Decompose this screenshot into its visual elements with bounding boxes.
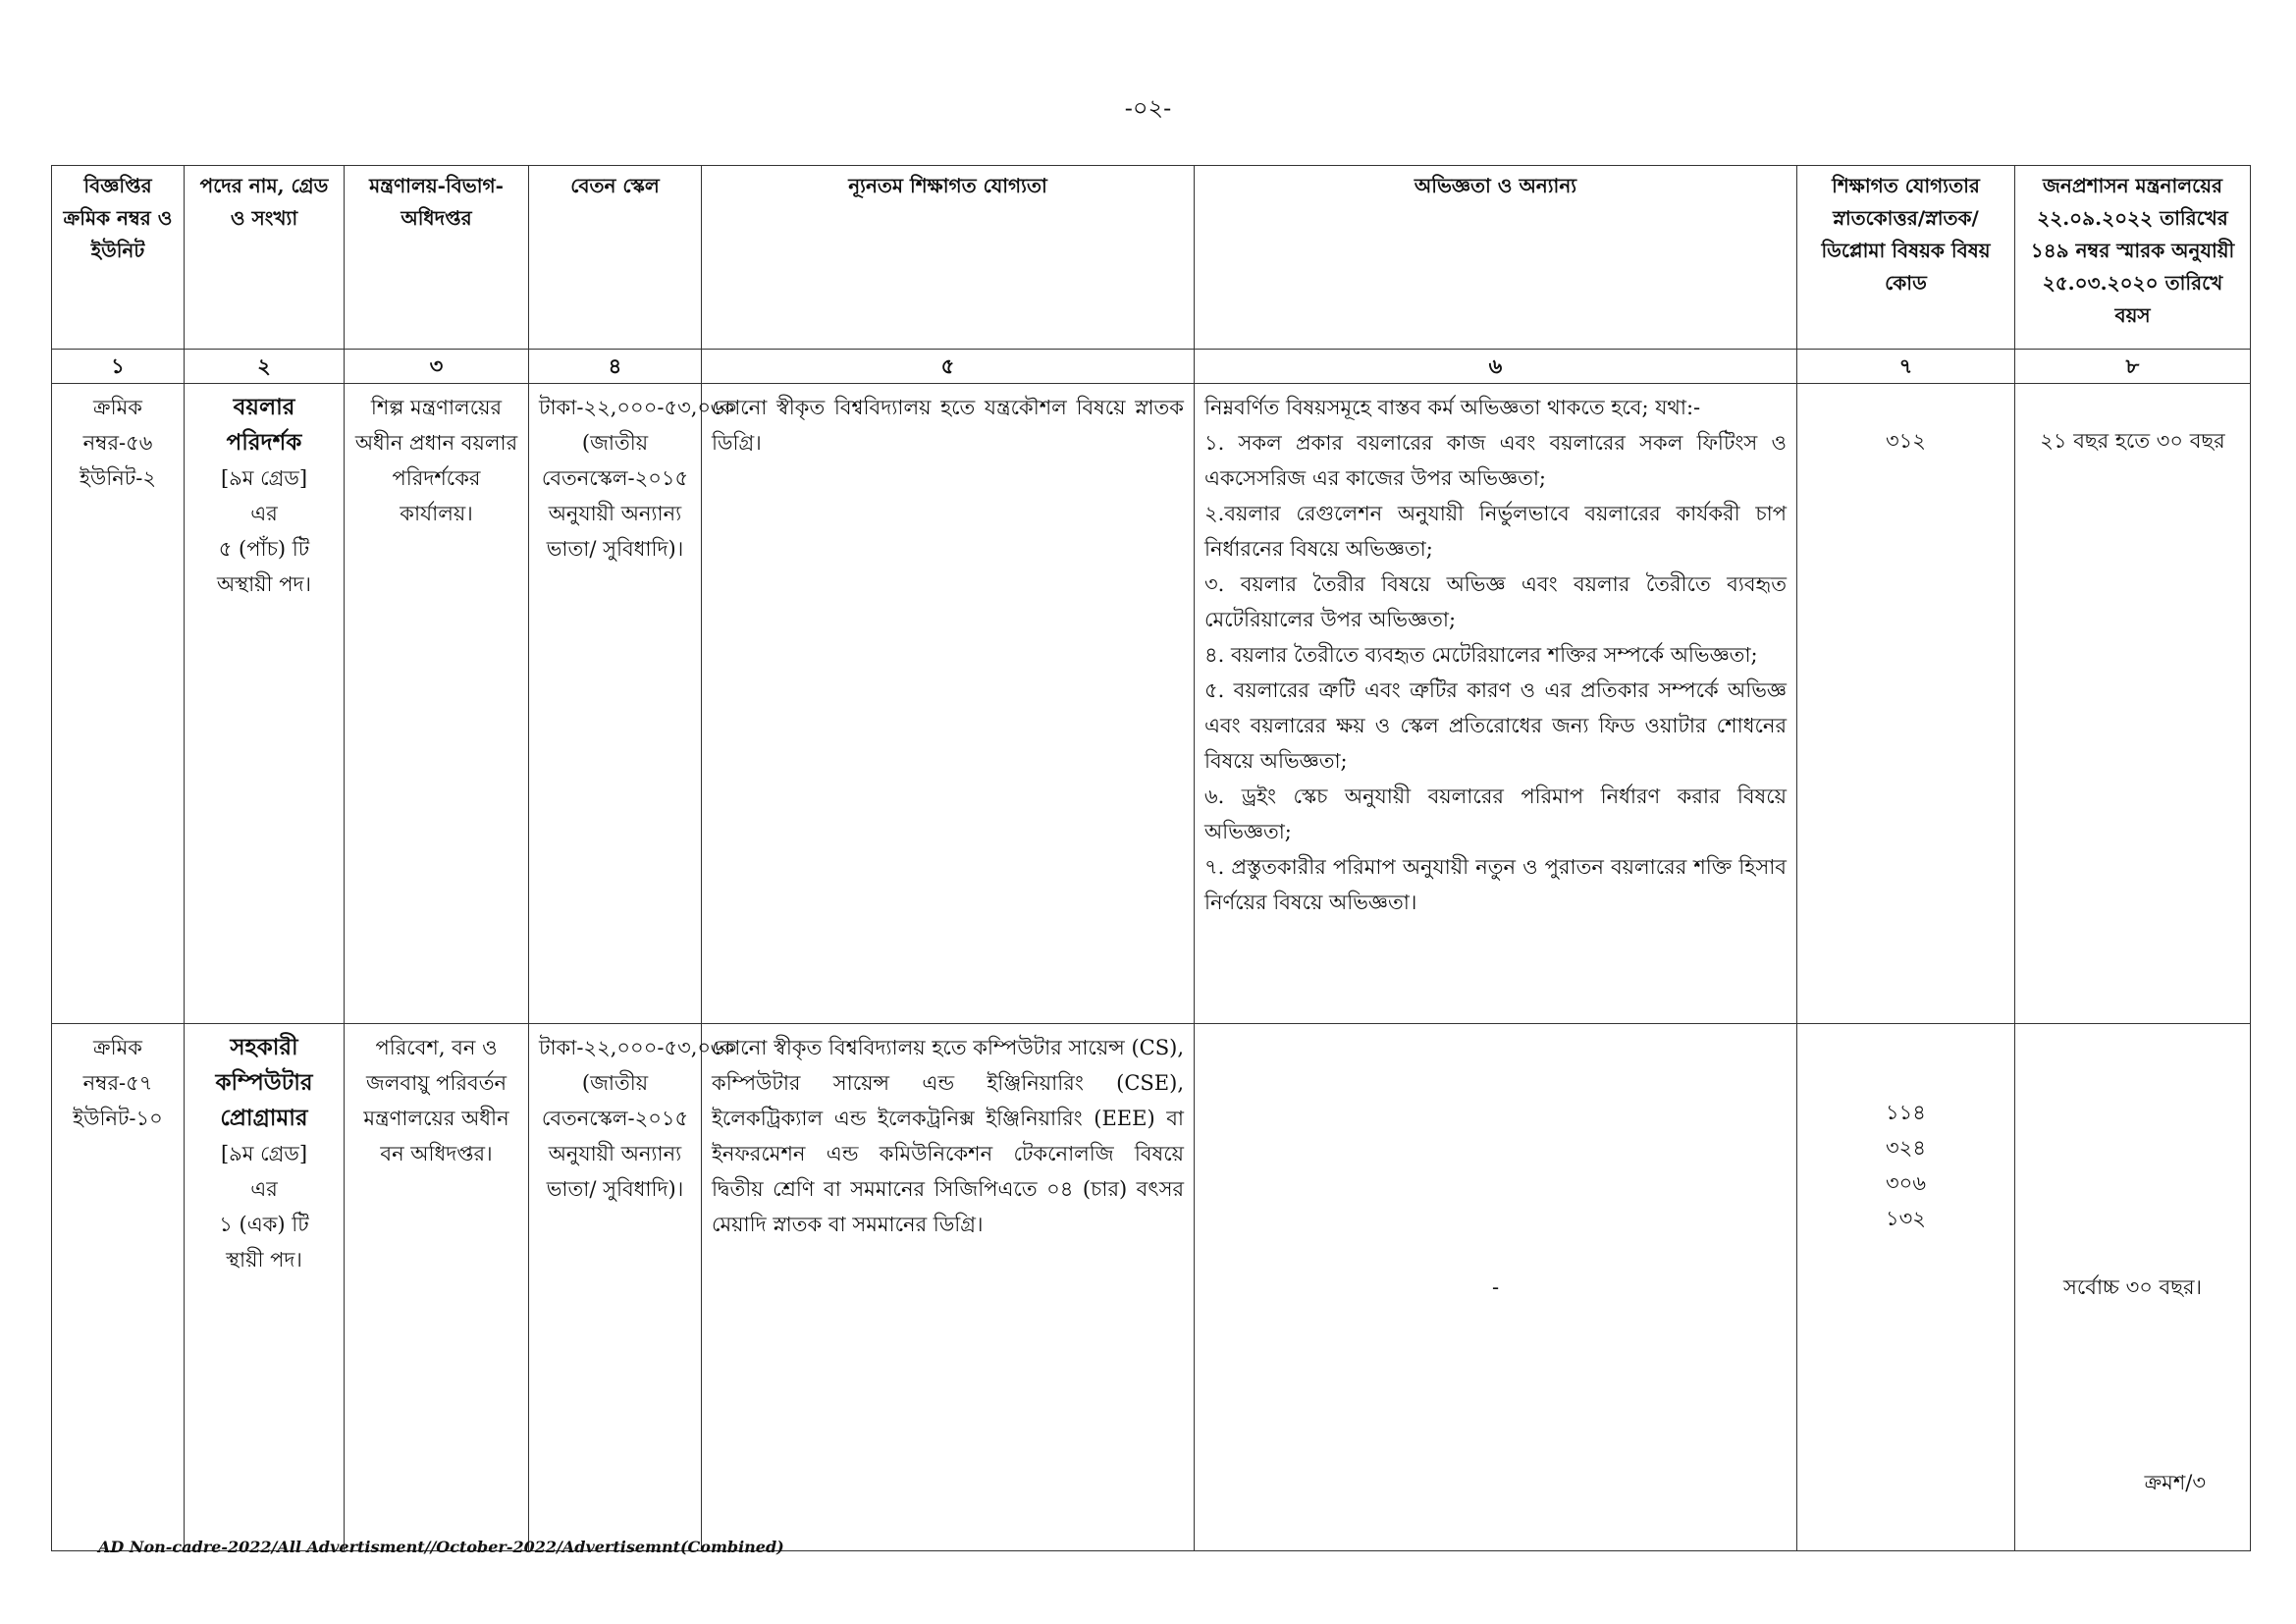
header-qualification: ন্যূনতম শিক্ষাগত যোগ্যতা — [702, 166, 1195, 350]
column-number: ৪ — [529, 350, 702, 384]
advertisement-table — [51, 165, 2251, 1551]
experience-item: ৩. বয়লার তৈরীর বিষয়ে অভিজ্ঞ এবং বয়লার তৈরীতে ব্যবহৃত মেটেরিয়ালের উপর অভিজ্ঞতা; — [1204, 572, 1787, 631]
post-line: এর — [250, 1177, 278, 1201]
subject-code: ৩১২ — [1886, 429, 1926, 453]
post-name: সহকারী কম্পিউটার প্রোগ্রামার — [215, 1034, 313, 1131]
post-line: ১ (এক) টি — [219, 1213, 309, 1236]
post-name: বয়লার পরিদর্শক — [226, 394, 302, 456]
header-pay-scale: বেতন স্কেল — [529, 166, 702, 350]
ministry-cell: শিল্প মন্ত্রণালয়ের অধীন প্রধান বয়লার পরিদর্শকের কার্যালয়। — [345, 384, 529, 1024]
experience-cell — [1195, 384, 1797, 1024]
header-row — [52, 166, 2251, 350]
column-number: ২ — [185, 350, 345, 384]
serial-cell — [52, 1024, 185, 1551]
qualification-cell: কোনো স্বীকৃত বিশ্ববিদ্যালয় হতে যন্ত্রকৌশল বিষয়ে স্নাতক ডিগ্রি। — [702, 384, 1195, 1024]
post-line: এর — [250, 502, 278, 525]
age-cell: ২১ বছর হতে ৩০ বছর — [2015, 384, 2251, 1024]
post-line: [৯ম গ্রেড] — [220, 466, 308, 490]
header-experience: অভিজ্ঞতা ও অন্যান্য — [1195, 166, 1797, 350]
subject-code-cell — [1797, 1024, 2015, 1551]
table-row — [52, 384, 2251, 1024]
experience-item: ২.বয়লার রেগুলেশন অনুযায়ী নির্ভুলভাবে বয়লারের কার্যকরী চাপ নির্ধারনের বিষয়ে অভিজ্ঞতা; — [1204, 502, 1787, 561]
column-number: ১ — [52, 350, 185, 384]
experience-item: ১. সকল প্রকার বয়লারের কাজ এবং বয়লারের সকল ফিটিংস ও একসেসরিজ এর কাজের উপর অভিজ্ঞতা; — [1204, 431, 1787, 490]
subject-code: ৩০৬ — [1886, 1171, 1926, 1195]
ministry-cell: পরিবেশ, বন ও জলবায়ু পরিবর্তন মন্ত্রণালয়ের অধীন বন অধিদপ্তর। — [345, 1024, 529, 1551]
post-line: অস্থায়ী পদ। — [216, 572, 312, 596]
column-number: ৭ — [1797, 350, 2015, 384]
post-cell — [185, 1024, 345, 1551]
serial-line: ক্রমিক — [93, 396, 142, 419]
serial-line: ক্রমিক — [93, 1036, 142, 1059]
subject-code: ৩২৪ — [1886, 1136, 1926, 1160]
serial-line: নম্বর-৫৬ — [82, 431, 153, 455]
column-number: ৮ — [2015, 350, 2251, 384]
column-number: ৩ — [345, 350, 529, 384]
header-age: জনপ্রশাসন মন্ত্রনালয়ের ২২.০৯.২০২২ তারিখের ১৪৯ নম্বর স্মারক অনুযায়ী ২৫.০৩.২০২০ তারিখে বয়স — [2015, 166, 2251, 350]
post-line: স্থায়ী পদ। — [226, 1248, 302, 1272]
header-serial: বিজ্ঞপ্তির ক্রমিক নম্বর ও ইউনিট — [52, 166, 185, 350]
pay-scale-cell: টাকা-২২,০০০-৫৩,০৬০ (জাতীয় বেতনস্কেল-২০১৫ অনুযায়ী অন্যান্য ভাতা/ সুবিধাদি)। — [529, 1024, 702, 1551]
header-post: পদের নাম, গ্রেড ও সংখ্যা — [185, 166, 345, 350]
post-line: [৯ম গ্রেড] — [220, 1142, 308, 1165]
experience-item: ৫. বয়লারের ত্রুটি এবং ত্রুটির কারণ ও এর প্রতিকার সম্পর্কে অভিজ্ঞ এবং বয়লারের ক্ষয় ও স্কেল প্রতিরোধের জন্য ফিড ওয়াটার শোধনের বিষয়ে অভিজ্ঞতা; — [1204, 678, 1787, 773]
subject-code-cell — [1797, 384, 2015, 1024]
experience-cell: - — [1195, 1024, 1797, 1551]
column-number: ৬ — [1195, 350, 1797, 384]
page-number: -০২- — [1124, 94, 1172, 122]
table-row — [52, 1024, 2251, 1551]
experience-item: ৭. প্রস্তুতকারীর পরিমাপ অনুযায়ী নতুন ও পুরাতন বয়লারের শক্তি হিসাব নির্ণয়ের বিষয়ে অভিজ্ঞতা। — [1204, 855, 1787, 914]
qualification-cell: কোনো স্বীকৃত বিশ্ববিদ্যালয় হতে কম্পিউটার সায়েন্স (CS), কম্পিউটার সায়েন্স এন্ড ইঞ্জিনিয়ারিং (CSE), ইলেকট্রিক্যাল এন্ড ইলেকট্রনিক্স ইঞ্জিনিয়ারিং (EEE) বা ইনফরমেশন এন্ড কমিউনিকেশন টেকনোলজি বিষয়ে দ্বিতীয় শ্রেণি বা সমমানের সিজিপিএতে ০৪ (চার) বৎসর মেয়াদি স্নাতক বা সমমানের ডিগ্রি। — [702, 1024, 1195, 1551]
document-reference: AD Non-cadre-2022/All Advertisment//October-2022/Advertisemnt(Combined) — [98, 1538, 784, 1556]
serial-cell — [52, 384, 185, 1024]
age-cell: সর্বোচ্চ ৩০ বছর। — [2015, 1024, 2251, 1551]
experience-item: ৬. ড্রইং স্কেচ অনুযায়ী বয়লারের পরিমাপ নির্ধারণ করার বিষয়ে অভিজ্ঞতা; — [1204, 785, 1787, 843]
subject-code: ১১৪ — [1886, 1101, 1926, 1124]
serial-line: ইউনিট-১০ — [73, 1107, 163, 1130]
experience-item: নিম্নবর্ণিত বিষয়সমূহে বাস্তব কর্ম অভিজ্ঞতা থাকতে হবে; যথা:- — [1204, 396, 1701, 419]
subject-code: ১৩২ — [1886, 1207, 1926, 1230]
pay-scale-cell: টাকা-২২,০০০-৫৩,০৬০ (জাতীয় বেতনস্কেল-২০১৫ অনুযায়ী অন্যান্য ভাতা/ সুবিধাদি)। — [529, 384, 702, 1024]
serial-line: নম্বর-৫৭ — [82, 1071, 153, 1095]
header-subject-code: শিক্ষাগত যোগ্যতার স্নাতকোত্তর/স্নাতক/ ডিপ্লোমা বিষয়ক বিষয় কোড — [1797, 166, 2015, 350]
experience-item: ৪. বয়লার তৈরীতে ব্যবহৃত মেটেরিয়ালের শক্তির সম্পর্কে অভিজ্ঞতা; — [1204, 643, 1758, 667]
post-cell — [185, 384, 345, 1024]
column-number: ৫ — [702, 350, 1195, 384]
post-line: ৫ (পাঁচ) টি — [218, 537, 310, 561]
column-number-row — [52, 350, 2251, 384]
continued-label: ক্রমশ/৩ — [2144, 1471, 2206, 1494]
serial-line: ইউনিট-২ — [79, 466, 156, 490]
header-ministry: মন্ত্রণালয়-বিভাগ-অধিদপ্তর — [345, 166, 529, 350]
